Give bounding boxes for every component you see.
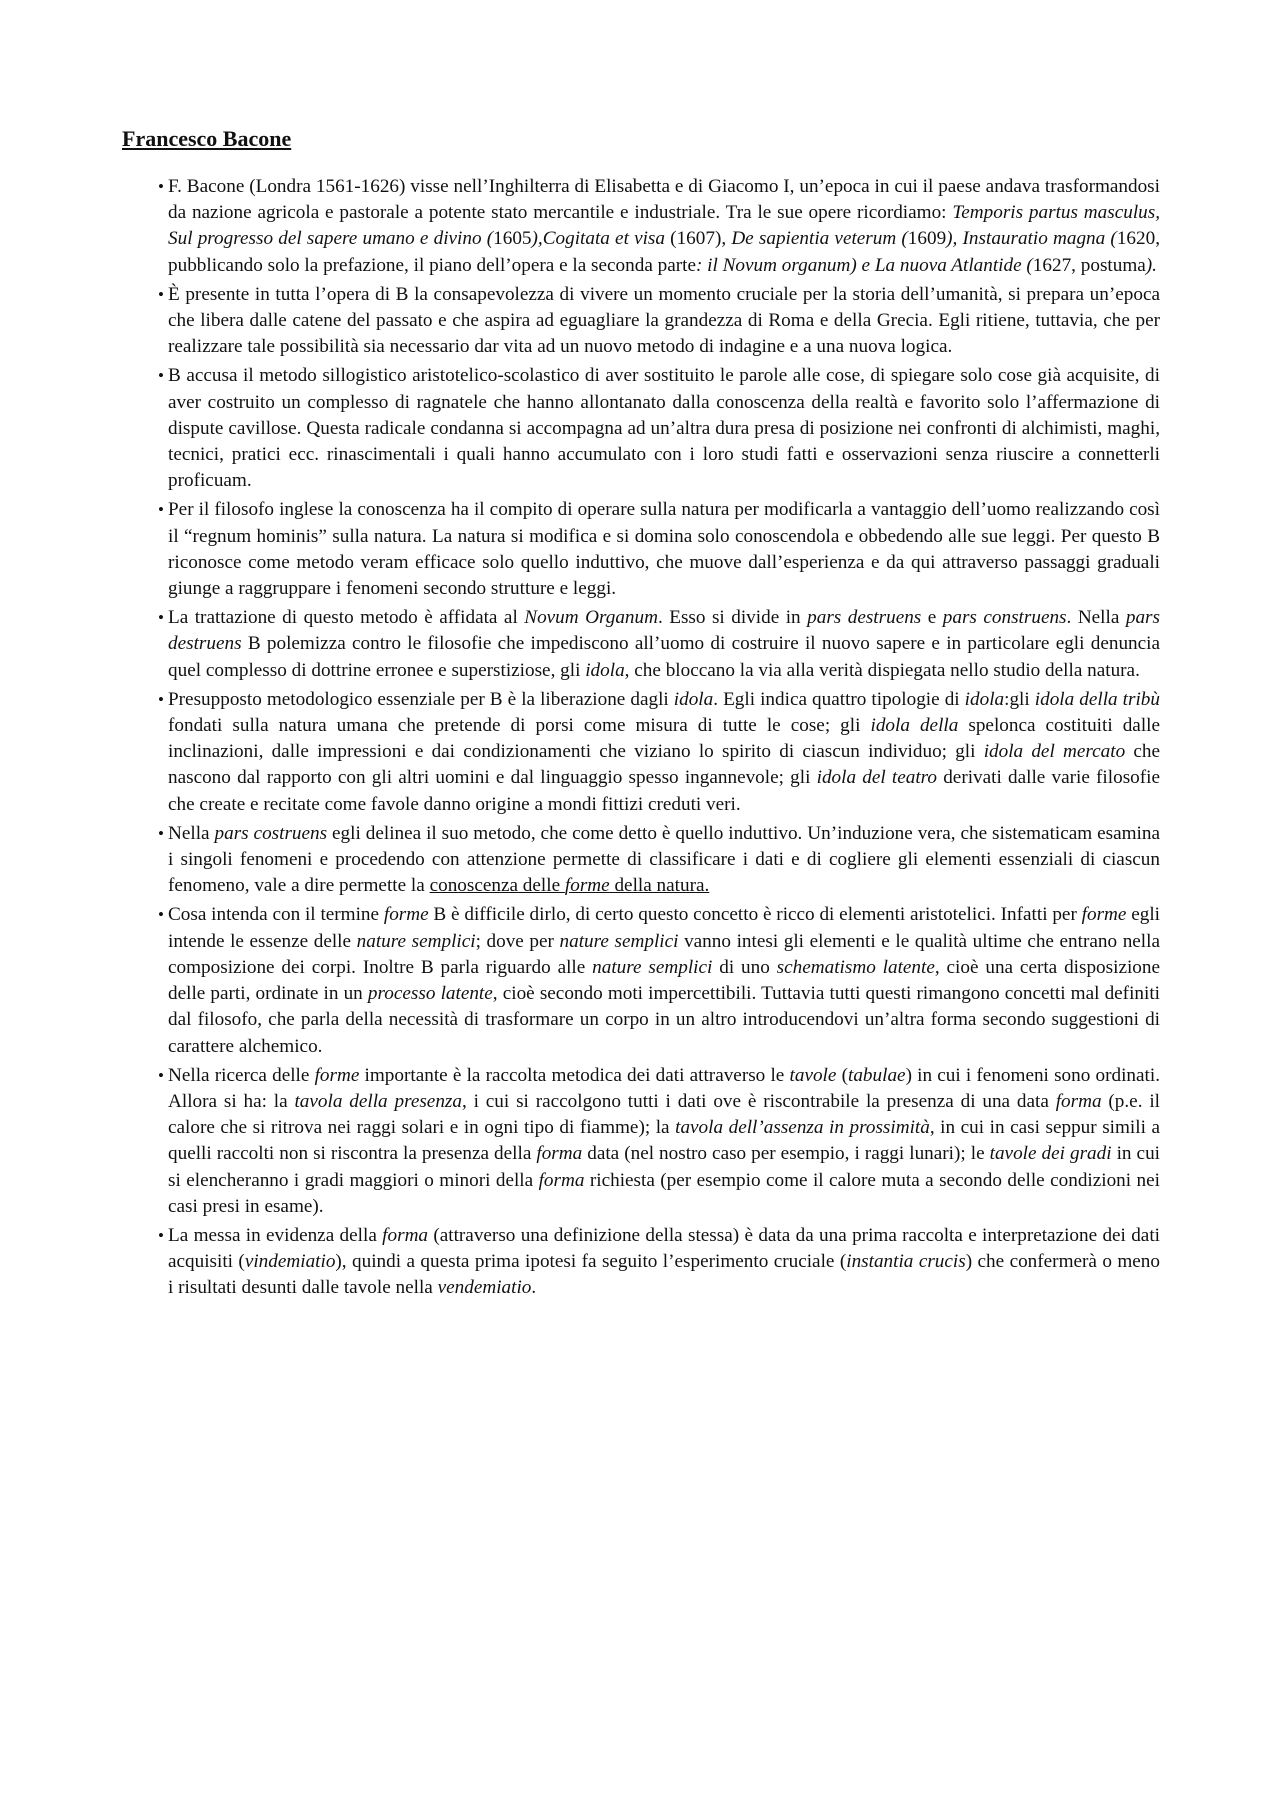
text-run: ),Cogitata et visa xyxy=(531,228,665,250)
text-run: spelonca costituiti dalle inclinazioni, dalle impressioni e dai condizionamenti che viziano lo spirito di ciascun individuo; gli xyxy=(168,715,1160,763)
bullet-icon: • xyxy=(158,823,164,843)
text-run: B è difficile dirlo, di certo questo concetto è ricco di elementi aristotelici. Infatti per xyxy=(428,904,1082,926)
text-run: instantia crucis xyxy=(846,1251,966,1273)
text-run: La messa in evidenza della xyxy=(168,1224,383,1246)
text-run: nature semplici xyxy=(559,930,679,952)
text-run: nature semplici xyxy=(356,930,476,952)
text-run: , in cui in casi seppur simili a quelli raccolti non si riscontra la presenza della xyxy=(168,1117,1160,1165)
bullet-icon: • xyxy=(158,1065,164,1085)
text-run: F. Bacone (Londra 1561-1626) visse nell’Inghilterra di Elisabetta e di Giacomo I, un’epoca in cui il paese andava trasformandosi da nazione agricola e pastorale a potente stato mercantile e industriale. Tra le sue opere ricordiamo: xyxy=(168,176,1160,224)
text-run: De sapientia veterum ( xyxy=(731,228,908,250)
text-run: fondati sulla natura umana che pretende di porsi come misura di tutte le cose; gli xyxy=(168,715,871,737)
text-run: (1607), xyxy=(665,228,732,250)
text-run: È presente in tutta l’opera di B la consapevolezza di vivere un momento cruciale per la storia dell’umanità, si prepara un’epoca che libera dalle catene del passato e che aspira ad eguagliare la grandezza di Roma e della Grecia. Egli ritiene, tuttavia, che per realizzare tale possibilità sia necessario dar vita ad un nuovo metodo di indagine e a una nuova logica. xyxy=(168,283,1160,358)
text-run: egli intende le essenze delle xyxy=(168,904,1160,952)
text-run: Presupposto metodologico essenziale per B è la liberazione dagli xyxy=(168,688,674,710)
bullet-icon: • xyxy=(158,500,164,520)
text-run: , i cui si raccolgono tutti i dati ove è riscontrabile la presenza di una data xyxy=(461,1090,1056,1112)
text-run: tabulae xyxy=(848,1064,906,1086)
page-title: Francesco Bacone xyxy=(122,126,292,151)
text-run: 1605 xyxy=(493,228,532,250)
bullet-icon: • xyxy=(158,905,164,925)
paragraph-item xyxy=(122,902,1160,1059)
bullet-icon: • xyxy=(158,177,164,196)
text-run: . Egli indica quattro tipologie di xyxy=(713,688,965,710)
text-run: idola della tribù xyxy=(1034,688,1160,710)
paragraph-item xyxy=(122,821,1160,900)
paragraph-item xyxy=(122,1223,1160,1302)
paragraph-item xyxy=(122,605,1160,684)
text-run: che nascono dal rapporto con gli altri uomini e dal linguaggio spesso ingannevole; gli xyxy=(168,741,1161,789)
paragraph-item xyxy=(122,1063,1160,1220)
text-run: 1620, pubblicando solo la prefazione, il piano dell’opera e la seconda parte xyxy=(168,228,1160,276)
text-run: importante è la raccolta metodica dei dati attraverso le xyxy=(359,1064,790,1086)
text-run: idola xyxy=(673,688,714,710)
text-run: della natura. xyxy=(609,875,710,897)
text-run: forme xyxy=(314,1064,360,1086)
text-run: . Nella xyxy=(1066,607,1126,629)
text-run: forma xyxy=(536,1143,583,1165)
text-run: ), Instauratio magna ( xyxy=(946,228,1117,250)
text-run: . xyxy=(531,1277,537,1299)
paragraph-item xyxy=(122,687,1160,818)
text-run: B accusa il metodo sillogistico aristotelico-scolastico di aver sostituito le parole alle cose, di spiegare solo cose già acquisite, di aver costruito un complesso di ragnatele che hanno allontanato dalla conoscenza della realtà e favorito solo l’affermazione di dispute cavillose. Questa radicale condanna si accompagna ad un’altra dura presa di posizione nei confronti di alchimisti, maghi, tecnici, pratici ecc. rinascimentali i quali hanno accumulato con i loro studi fatti e osservazioni senza riuscire a connetterli proficuam. xyxy=(168,365,1160,492)
bullet-list xyxy=(122,174,1160,1302)
text-run: processo latente xyxy=(367,983,493,1005)
text-run: , cioè una certa disposizione delle parti, ordinate in un xyxy=(168,956,1160,1005)
text-run: Novum Organum xyxy=(524,607,658,629)
text-run: 1627, postuma xyxy=(1032,254,1146,276)
text-run: ). xyxy=(1145,254,1157,276)
text-run: Temporis partus masculus, Sul progresso del sapere umano e divino ( xyxy=(168,202,1161,250)
text-run: egli delinea il suo metodo, che come detto è quello induttivo. Un’induzione vera, che sistematicam esamina i singoli fenomeni e procedendo con attenzione permette di classificare i dati e di cogliere gli elementi essenziali di ciascun fenomeno, vale a dire permette la xyxy=(168,822,1160,897)
text-run: forma xyxy=(1055,1090,1102,1112)
text-run: derivati dalle varie filosofie che create e recitate come favole danno origine a mondi fittizi creduti veri. xyxy=(168,767,1160,815)
text-run: tavole dei gradi xyxy=(989,1143,1112,1165)
text-run: (attraverso una definizione della stessa) è data da una prima raccolta e interpretazione dei dati acquisiti ( xyxy=(168,1224,1160,1273)
text-run: vendemiatio xyxy=(437,1277,532,1299)
text-run: pars destruens xyxy=(168,607,1160,655)
bullet-icon: • xyxy=(158,366,164,386)
text-run: e xyxy=(921,607,943,629)
text-run: idola della xyxy=(870,715,959,737)
paragraph-item xyxy=(122,363,1160,494)
text-run: forme xyxy=(1081,904,1127,926)
text-run: (p.e. il calore che si ritrova nei raggi solari e in ogni tipo di fiamme); la xyxy=(168,1090,1160,1139)
text-run: vanno intesi gli elementi e le qualità ultime che entrano nella composizione dei corpi. Inoltre B parla riguardo alle xyxy=(168,930,1160,978)
text-run: nature semplici xyxy=(592,956,713,978)
paragraph-item xyxy=(122,174,1160,279)
text-run: schematismo latente xyxy=(776,956,935,978)
bullet-icon: • xyxy=(158,284,164,304)
text-run: B polemizza contro le filosofie che impediscono all’uomo di costruire il nuovo sapere e in particolare egli denuncia quel complesso di dottrine erronee e superstiziose, gli xyxy=(168,633,1160,681)
text-run: Per il filosofo inglese la conoscenza ha il compito di operare sulla natura per modificarla a vantaggio dell’uomo realizzando così il “regnum hominis” sulla natura. La natura si modifica e si domina solo conoscendola e obbedendo alle sue leggi. Per questo B riconosce come metodo veram efficace solo quello induttivo, che muove dall’esperienza e da qui attraverso passaggi graduali giunge a raggruppare i fenomeni secondo strutture e leggi. xyxy=(168,499,1160,600)
text-run: richiesta (per esempio come il calore muta a secondo delle condizioni nei casi presi in esame). xyxy=(168,1169,1160,1217)
text-run: ), quindi a questa prima ipotesi fa seguito l’esperimento cruciale ( xyxy=(335,1251,847,1273)
text-run: . Esso si divide in xyxy=(657,607,808,629)
text-run: idola del teatro xyxy=(816,767,938,789)
text-run: pars costruens xyxy=(214,822,328,844)
bullet-icon: • xyxy=(158,1225,164,1245)
text-run: di uno xyxy=(712,956,777,978)
text-run: idola del mercato xyxy=(983,741,1126,763)
text-run: tavola della presenza xyxy=(294,1090,462,1112)
text-run: in cui si elencheranno i gradi maggiori o minori della xyxy=(168,1143,1160,1191)
text-run: pars destruens xyxy=(807,607,922,629)
text-run: ; dove per xyxy=(475,930,560,952)
text-run: data (nel nostro caso per esempio, i raggi lunari); le xyxy=(582,1143,990,1165)
text-run: :gli xyxy=(1004,688,1035,710)
text-run: Cosa intenda con il termine xyxy=(168,904,384,926)
text-run: idola xyxy=(585,659,625,681)
text-run: ) che confermerà o meno i risultati desunti dalle tavole nella xyxy=(168,1251,1160,1299)
text-run: forme xyxy=(383,904,429,926)
text-run: ( xyxy=(836,1064,848,1086)
text-run: tavola dell’assenza in prossimità xyxy=(675,1117,930,1139)
text-run: pars construens xyxy=(942,607,1067,629)
text-run: idola xyxy=(964,688,1005,710)
text-run: tavole xyxy=(789,1064,837,1086)
text-run: , cioè secondo moti impercettibili. Tuttavia tutti questi rimangono concetti mal definiti dal filosofo, che parla della necessità di trasformare un corpo in un altro introducendovi un’altra forma secondo suggestioni di carattere alchemico. xyxy=(168,983,1160,1057)
bullet-icon: • xyxy=(158,689,164,709)
bullet-icon: • xyxy=(158,608,164,628)
text-run: ) in cui i fenomeni sono ordinati. Allora si ha: la xyxy=(168,1064,1160,1112)
paragraph-item xyxy=(122,497,1160,602)
text-run: vindemiatio xyxy=(244,1251,336,1273)
text-run: , che bloccano la via alla verità dispiegata nello studio della natura. xyxy=(624,659,1140,681)
text-run: : il Novum organum) e La nuova Atlantide ( xyxy=(695,254,1033,276)
text-run: conoscenza delle xyxy=(429,875,565,897)
text-run: La trattazione di questo metodo è affidata al xyxy=(168,607,525,629)
text-run: forme xyxy=(564,875,610,897)
text-run: forma xyxy=(382,1224,429,1246)
paragraph-item xyxy=(122,282,1160,361)
text-run: 1609 xyxy=(907,228,947,250)
text-run: Nella xyxy=(168,822,215,844)
text-run: forma xyxy=(538,1169,585,1191)
text-run: Nella ricerca delle xyxy=(168,1064,315,1086)
